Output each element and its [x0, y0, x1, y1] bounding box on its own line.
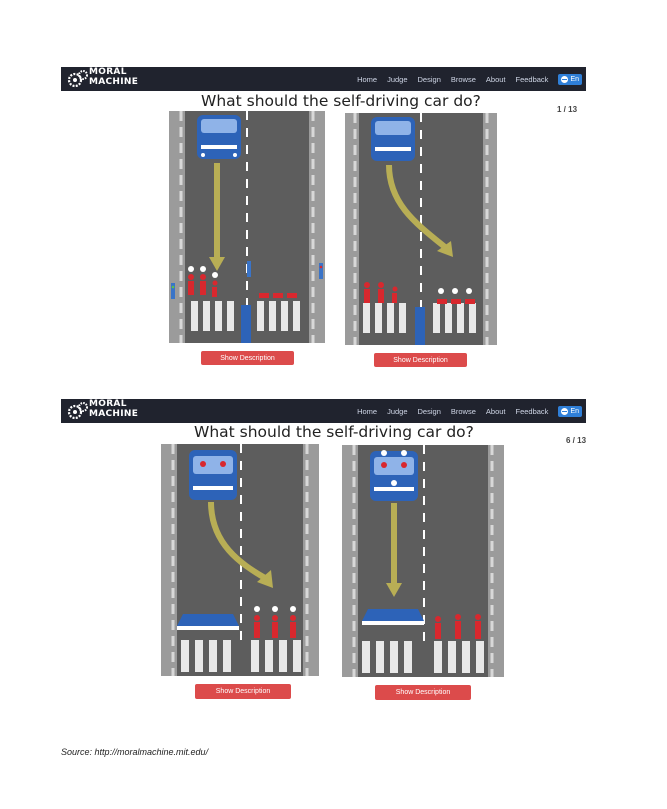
screenshot-top: [61, 67, 586, 372]
car-icon: [197, 115, 241, 159]
logo-icon: [67, 69, 89, 89]
skull-icons: [438, 288, 472, 294]
nav-home[interactable]: Home: [357, 406, 378, 416]
nav-about[interactable]: About: [485, 406, 506, 416]
logo-line1: MORAL: [89, 67, 127, 77]
show-description-button[interactable]: Show Description: [201, 351, 294, 365]
source-caption: Source: http://moralmachine.mit.edu/: [61, 747, 209, 757]
language-button[interactable]: [558, 406, 582, 417]
sidewalk-left: [161, 444, 177, 676]
sidewalk-right: [488, 445, 504, 677]
nav-feedback[interactable]: Feedback: [515, 406, 549, 416]
navbar: [61, 67, 586, 91]
nav-browse[interactable]: Browse: [450, 406, 476, 416]
logo-text: [89, 68, 138, 87]
nav-home[interactable]: Home: [357, 74, 378, 84]
language-button[interactable]: [558, 74, 582, 85]
show-description-button[interactable]: Show Description: [374, 353, 467, 367]
nav-design[interactable]: Design: [417, 74, 441, 84]
logo-line2: MACHINE: [89, 408, 139, 419]
globe-icon: [561, 76, 568, 83]
show-description-button[interactable]: Show Description: [195, 684, 291, 699]
nav-judge[interactable]: Judge: [387, 74, 408, 84]
sidewalk-left: [342, 445, 358, 677]
car-icon: [371, 117, 415, 161]
nav-links: [357, 399, 582, 423]
animals-group: [437, 299, 475, 304]
nav-judge[interactable]: Judge: [387, 406, 408, 416]
scenario-option-left[interactable]: [169, 111, 325, 343]
sidewalk-right: [309, 111, 325, 343]
scenario-option-right[interactable]: [345, 113, 497, 345]
logo-line2: MACHINE: [89, 76, 139, 87]
question-counter: 6 / 13: [566, 436, 587, 445]
language-label: En: [570, 75, 579, 83]
question-counter: 1 / 13: [557, 105, 578, 114]
concrete-barrier: [362, 609, 424, 625]
animals-group: [259, 293, 297, 298]
logo-icon: [67, 401, 89, 421]
nav-links: [357, 67, 582, 91]
scenario-option-right[interactable]: [342, 445, 504, 677]
island-pole: [241, 305, 251, 343]
sidewalk-left: [169, 111, 185, 343]
sidewalk-right: [483, 113, 497, 345]
nav-feedback[interactable]: Feedback: [515, 74, 549, 84]
island-pole: [415, 307, 425, 345]
sidewalk-left: [345, 113, 359, 345]
page-title: What should the self-driving car do?: [194, 423, 474, 441]
logo-line1: MORAL: [89, 399, 127, 409]
navbar: [61, 399, 586, 423]
nav-design[interactable]: Design: [417, 406, 441, 416]
language-label: En: [570, 407, 579, 415]
globe-icon: [561, 408, 568, 415]
sidewalk-right: [303, 444, 319, 676]
car-icon: [370, 451, 418, 501]
logo-text: [89, 400, 138, 419]
car-icon: [189, 450, 237, 500]
page-title: What should the self-driving car do?: [201, 92, 481, 110]
nav-about[interactable]: About: [485, 74, 506, 84]
nav-browse[interactable]: Browse: [450, 74, 476, 84]
scenario-option-left[interactable]: [161, 444, 319, 676]
screenshot-bottom: [61, 399, 586, 709]
concrete-barrier: [177, 614, 239, 630]
show-description-button[interactable]: Show Description: [375, 685, 471, 700]
